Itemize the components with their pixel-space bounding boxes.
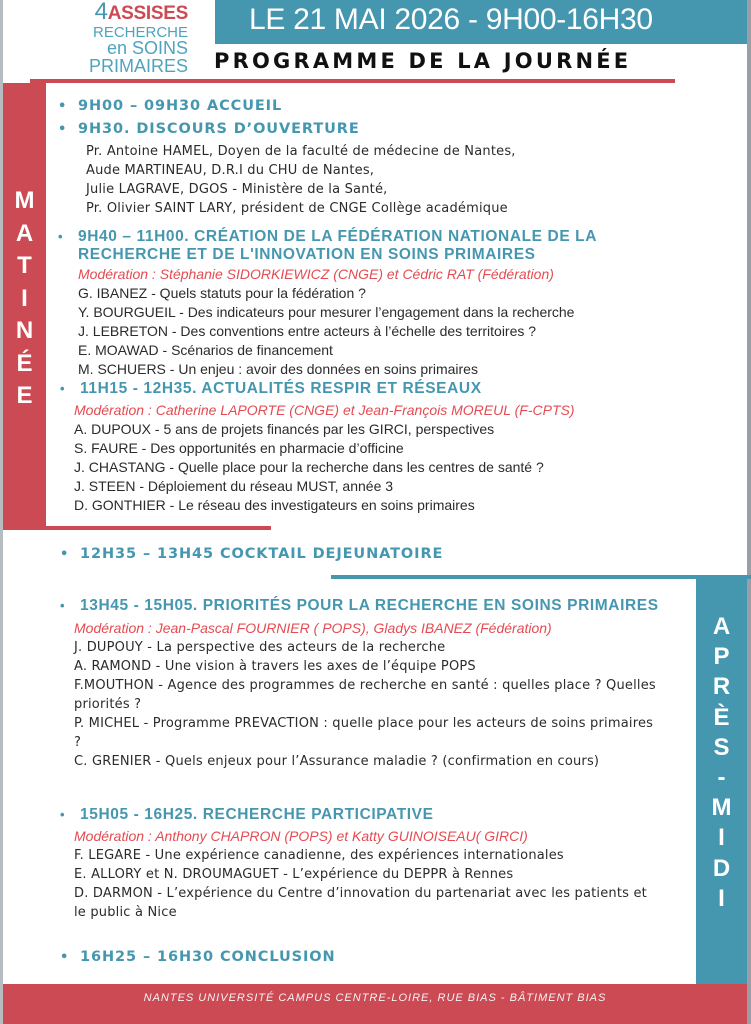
bullet-icon: • bbox=[58, 229, 64, 244]
logo-line-1 bbox=[70, 0, 188, 24]
morning-label-letter: M bbox=[14, 187, 35, 214]
afternoon-label-letter: È bbox=[713, 703, 730, 731]
logo-assises: ASSISES bbox=[107, 3, 188, 24]
talk-item: S. FAURE - Des opportunités en pharmacie d’officine bbox=[74, 440, 404, 456]
moderation-text: Modération : Catherine LAPORTE (CNGE) et Jean-François MOREUL (F-CPTS) bbox=[74, 402, 575, 418]
talk-item: E. ALLORY et N. DROUMAGUET - L’expérience du DEPPR à Rennes bbox=[74, 867, 514, 882]
talk-item: A. RAMOND - Une vision à travers les axes de l’équipe POPS bbox=[74, 659, 476, 674]
page-title: PROGRAMME DE LA JOURNÉE bbox=[214, 49, 632, 73]
talk-item: F. LEGARE - Une expérience canadienne, des expériences internationales bbox=[74, 848, 564, 863]
title-underline bbox=[30, 79, 675, 83]
afternoon-label-letter: A bbox=[712, 613, 731, 640]
session-heading: 15H05 - 16H25. RECHERCHE PARTICIPATIVE bbox=[80, 806, 434, 823]
speaker-line: Pr. Olivier SAINT LARY, président de CNGE Collège académique bbox=[86, 201, 508, 216]
session-heading: 9H00 – 09H30 ACCUEIL bbox=[78, 98, 283, 114]
talk-item: F.MOUTHON - Agence des programmes de recherche en santé : quelles place ? Quelles priorités ? bbox=[74, 678, 656, 712]
session-accueil bbox=[58, 96, 282, 117]
morning-label-letter: I bbox=[21, 284, 28, 312]
page-edge-right bbox=[747, 0, 751, 1024]
talk-item: G. IBANEZ - Quels statuts pour la fédération ? bbox=[78, 285, 366, 301]
logo-primaires: PRIMAIRES bbox=[88, 56, 188, 77]
afternoon-label-letter: - bbox=[717, 764, 726, 792]
talk-item: J. CHASTANG - Quelle place pour la recherche dans les centres de santé ? bbox=[74, 459, 544, 475]
talk-item: D. GONTHIER - Le réseau des investigateurs en soins primaires bbox=[74, 497, 475, 513]
afternoon-label-letter: P bbox=[713, 643, 730, 671]
moderation-text: Modération : Jean-Pascal FOURNIER ( POPS), Gladys IBANEZ (Fédération) bbox=[74, 620, 552, 636]
afternoon-label-letter: S bbox=[713, 733, 730, 761]
morning-label bbox=[3, 185, 46, 413]
moderation-text: Modération : Stéphanie SIDORKIEWICZ (CNGE) et Cédric RAT (Fédération) bbox=[78, 266, 554, 282]
speaker-line: Julie LAGRAVE, DGOS - Ministère de la Santé, bbox=[86, 182, 388, 197]
logo-recherche: RECHERCHE bbox=[92, 24, 188, 41]
session-heading: 9H40 – 11H00. CRÉATION DE LA FÉDÉRATION NATIONALE DE LA bbox=[78, 228, 598, 245]
speaker-line: Pr. Antoine HAMEL, Doyen de la faculté de médecine de Nantes, bbox=[86, 144, 516, 159]
afternoon-label-letter: D bbox=[712, 854, 731, 882]
date-banner: LE 21 MAI 2026 - 9H00-16H30 bbox=[215, 0, 747, 44]
afternoon-label-letter: I bbox=[718, 824, 725, 852]
afternoon-divider bbox=[331, 575, 751, 579]
bullet-icon: • bbox=[60, 950, 70, 965]
bullet-icon: • bbox=[60, 381, 66, 396]
talk-item: E. MOAWAD - Scénarios de financement bbox=[78, 342, 333, 358]
afternoon-label-letter: I bbox=[718, 884, 725, 912]
footer-address: NANTES UNIVERSITÉ CAMPUS CENTRE-LOIRE, RUE BIAS - BÂTIMENT BIAS bbox=[3, 984, 747, 1024]
bullet-icon: • bbox=[60, 598, 66, 613]
talk-item: P. MICHEL - Programme PREVACTION : quelle place pour les acteurs de soins primaires ? bbox=[74, 716, 654, 750]
talk-item: D. DARMON - L’expérience du Centre d’innovation du partenariat avec les patients et le public à Nice bbox=[74, 886, 647, 920]
speaker-line: Aude MARTINEAU, D.R.I du CHU de Nantes, bbox=[86, 163, 375, 178]
session-priorites bbox=[60, 597, 690, 771]
afternoon-label bbox=[696, 612, 747, 914]
session-heading: 12H35 – 13H45 COCKTAIL DEJEUNATOIRE bbox=[80, 546, 444, 562]
logo-en-soins: en SOINS bbox=[106, 38, 188, 58]
morning-divider bbox=[3, 526, 271, 530]
talk-item: J. STEEN - Déploiement du réseau MUST, année 3 bbox=[74, 478, 394, 494]
talk-item: J. DUPOUY - La perspective des acteurs de la recherche bbox=[74, 640, 446, 655]
bullet-icon: • bbox=[58, 122, 68, 137]
event-logo bbox=[70, 0, 188, 75]
talk-item: M. SCHUERS - Un enjeu : avoir des données en soins primaires bbox=[78, 361, 478, 377]
bullet-icon: • bbox=[60, 807, 66, 822]
afternoon-label-letter: R bbox=[712, 673, 731, 701]
talk-item: Y. BOURGUEIL - Des indicateurs pour mesurer l’engagement dans la recherche bbox=[78, 304, 575, 320]
session-participative bbox=[60, 806, 690, 922]
moderation-text: Modération : Anthony CHAPRON (POPS) et Katty GUINOISEAU( GIRCI) bbox=[74, 828, 528, 844]
session-lunch bbox=[60, 544, 443, 565]
morning-sidebar bbox=[3, 83, 46, 530]
afternoon-label-letter: M bbox=[711, 794, 732, 822]
afternoon-sidebar bbox=[696, 579, 747, 984]
session-respir bbox=[60, 380, 690, 515]
session-heading: 9H30. DISCOURS D’OUVERTURE bbox=[78, 121, 360, 137]
session-ouverture bbox=[58, 119, 516, 218]
session-conclusion bbox=[60, 947, 336, 968]
session-heading: 13H45 - 15H05. PRIORITÉS POUR LA RECHERCHE EN SOINS PRIMAIRES bbox=[80, 597, 659, 614]
bullet-icon: • bbox=[58, 99, 68, 114]
session-heading-cont: RECHERCHE ET DE L'INNOVATION EN SOINS PRIMAIRES bbox=[78, 246, 536, 263]
morning-label-letter: A bbox=[15, 219, 34, 247]
session-heading: 16H25 – 16H30 CONCLUSION bbox=[80, 949, 336, 965]
bullet-icon: • bbox=[60, 547, 70, 562]
session-heading: 11H15 - 12H35. ACTUALITÉS RESPIR ET RÉSEAUX bbox=[80, 380, 482, 397]
morning-label-letter: E bbox=[16, 382, 33, 409]
logo-number: 4 bbox=[94, 0, 108, 25]
morning-label-letter: T bbox=[17, 252, 32, 279]
session-federation bbox=[58, 228, 688, 379]
talk-item: C. GRENIER - Quels enjeux pour l’Assurance maladie ? (confirmation en cours) bbox=[74, 754, 600, 769]
morning-label-letter: N bbox=[15, 317, 34, 344]
talk-item: J. LEBRETON - Des conventions entre acteurs à l’échelle des territoires ? bbox=[78, 323, 537, 339]
morning-label-letter: É bbox=[16, 349, 33, 377]
talk-item: A. DUPOUX - 5 ans de projets financés par les GIRCI, perspectives bbox=[74, 421, 495, 437]
